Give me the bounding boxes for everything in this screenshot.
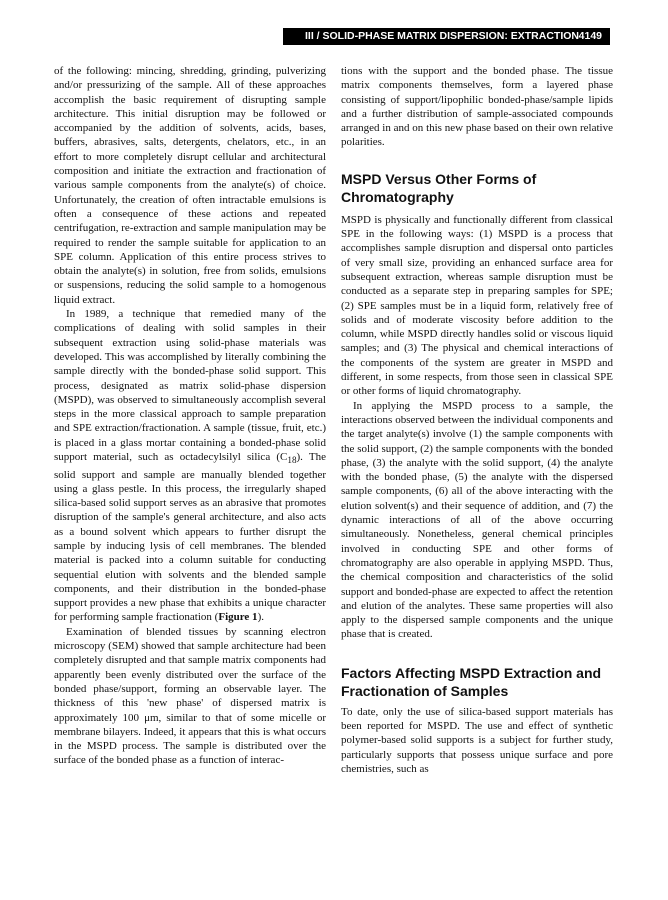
figure-reference: Figure 1: [218, 611, 258, 624]
running-header-title: III / SOLID-PHASE MATRIX DISPERSION: EXTRACTION: [305, 30, 579, 42]
section-heading: MSPD Versus Other Forms of Chromatography: [341, 170, 537, 205]
paragraph: In applying the MSPD process to a sample, the interactions observed between the individual components and the target analyte(s) involve (1) the sample components with the solid support, (2) the sample components with the bonded phase, (3) the analyte with the solid support, (4) the analyte with the bonded phase, (5) the analyte with the dispersed sample components, (6) all of the above interacting with the elution solvent(s) and their sequence of addition, and (7) the dynamic interactions of all of the above occurring simultaneously. Nonetheless, general chemical principles involved in conducting SPE and other forms of chromatography are also operable in applying MSPD. Thus, the chemical composition and characteristics of the solid support and bonded-phase are expected to affect the retention and elution of the analytes. These same properties will also apply to the dispersed sample components and the unique phase that is created.: [341, 399, 613, 641]
section-heading: Factors Affecting MSPD Extraction and Fractionation of Samples: [341, 664, 602, 699]
paragraph: To date, only the use of silica-based support materials has been reported for MSPD. The use and effect of synthetic polymer-based solid supports is a subject for further study, particularly supports that possess unique surface and pore chemistries, such as: [341, 705, 613, 775]
paragraph-text: In 1989, a technique that remedied many of the complications of dealing with solid samples in their subsequent extraction using solid-phase materials was developed. This was accomplished by literally combining the sample directly with the bonded-phase solid support. This process, designated as matrix solid-phase dispersion (MSPD), was observed to simultaneously accomplish several steps in the more classical approach to sample preparation and SPE extraction/fractionation. A sample (tissue, fruit, etc.) is placed in a glass mortar containing a bonded-phase solid support material, such as octadecylsilyl silica (C: [54, 308, 326, 464]
paragraph: of the following: mincing, shredding, grinding, pulverizing and/or pressurizing of the sample. All of these approaches accomplish the basic requirement of disrupting sample architecture. This initial disruption may be followed or accompanied by the addition of solvents, acids, bases, buffers, abrasives, salts, detergents, chelators, etc., in an effort to more completely disrupt cellular and architectural composition and initiate the extraction and fractionation of various sample components from the analyte(s) of choice. Unfortunately, the creation of often intractable emulsions is often a consequence of these actions and repeated centrifugation, re-extraction and sample manipulation may be required to render the sample suitable for application to an SPE column. Application of this entire process strives to obtain the analyte(s) in solution, free from solids, emulsions or suspensions, reducing the solid sample to a homogenous liquid extract.: [54, 65, 326, 306]
page-number: 4149: [578, 30, 602, 42]
paragraph: MSPD is physically and functionally different from classical SPE in the following ways: (1) MSPD is a process that accomplishes sample disruption and dispersal onto particles of very small size, providing an enhanced surface area for subsequent extraction, whereas sample disruption must be conducted as a separate step in preparing samples for SPE; (2) SPE samples must be in a liquid form, relatively free of solids and of moderate viscosity before addition to the column, while MSPD directly handles solid or viscous liquid samples; and (3) The physical and chemical interactions of the components of the system are greater in MSPD and different, in some respects, from those seen in classical SPE or other forms of liquid chromatography.: [341, 213, 613, 398]
subscript: 18: [287, 455, 297, 466]
paragraph-text: ). The solid support and sample are manually blended together using a glass pestle. In this process, the irregularly shaped silica-based solid support serves as an abrasive that promotes disruption of the sample's general architecture, and also acts as a bound solvent which appears to further disrupt the sample by inducing lysis of cell membranes. The blended material is packed into a column suitable for conducting sequential elution with solvents and the blended sample components, and their distribution in the bonded-phase support provides a new phase that exhibits a unique character for performing sample fractionation (: [54, 451, 326, 624]
running-header: [283, 28, 610, 45]
paragraph: tions with the support and the bonded phase. The tissue matrix components themselves, form a layered phase consisting of support/lipophilic bonded-phase/sample lipids and a further distribution of sample-associated compounds arranged in and on this new phase based on their own relative polarities.: [341, 65, 613, 149]
paragraph: [54, 307, 326, 625]
paragraph-text: ).: [257, 611, 264, 624]
right-column: [341, 64, 613, 776]
left-column: [54, 64, 326, 768]
paragraph: Examination of blended tissues by scanning electron microscopy (SEM) showed that sample architecture had been completely disrupted and that sample matrix components had apparently been evenly distributed over the surface of the bonded phase/support, forming an observable layer. The thickness of this 'new phase' of dispersed matrix is approximately 100 μm, similar to that of some micelle or membrane bilayers. Indeed, it appears that this is what occurs in the MSPD process. The sample is distributed over the surface of the bonded phase as a function of interac-: [54, 625, 326, 767]
